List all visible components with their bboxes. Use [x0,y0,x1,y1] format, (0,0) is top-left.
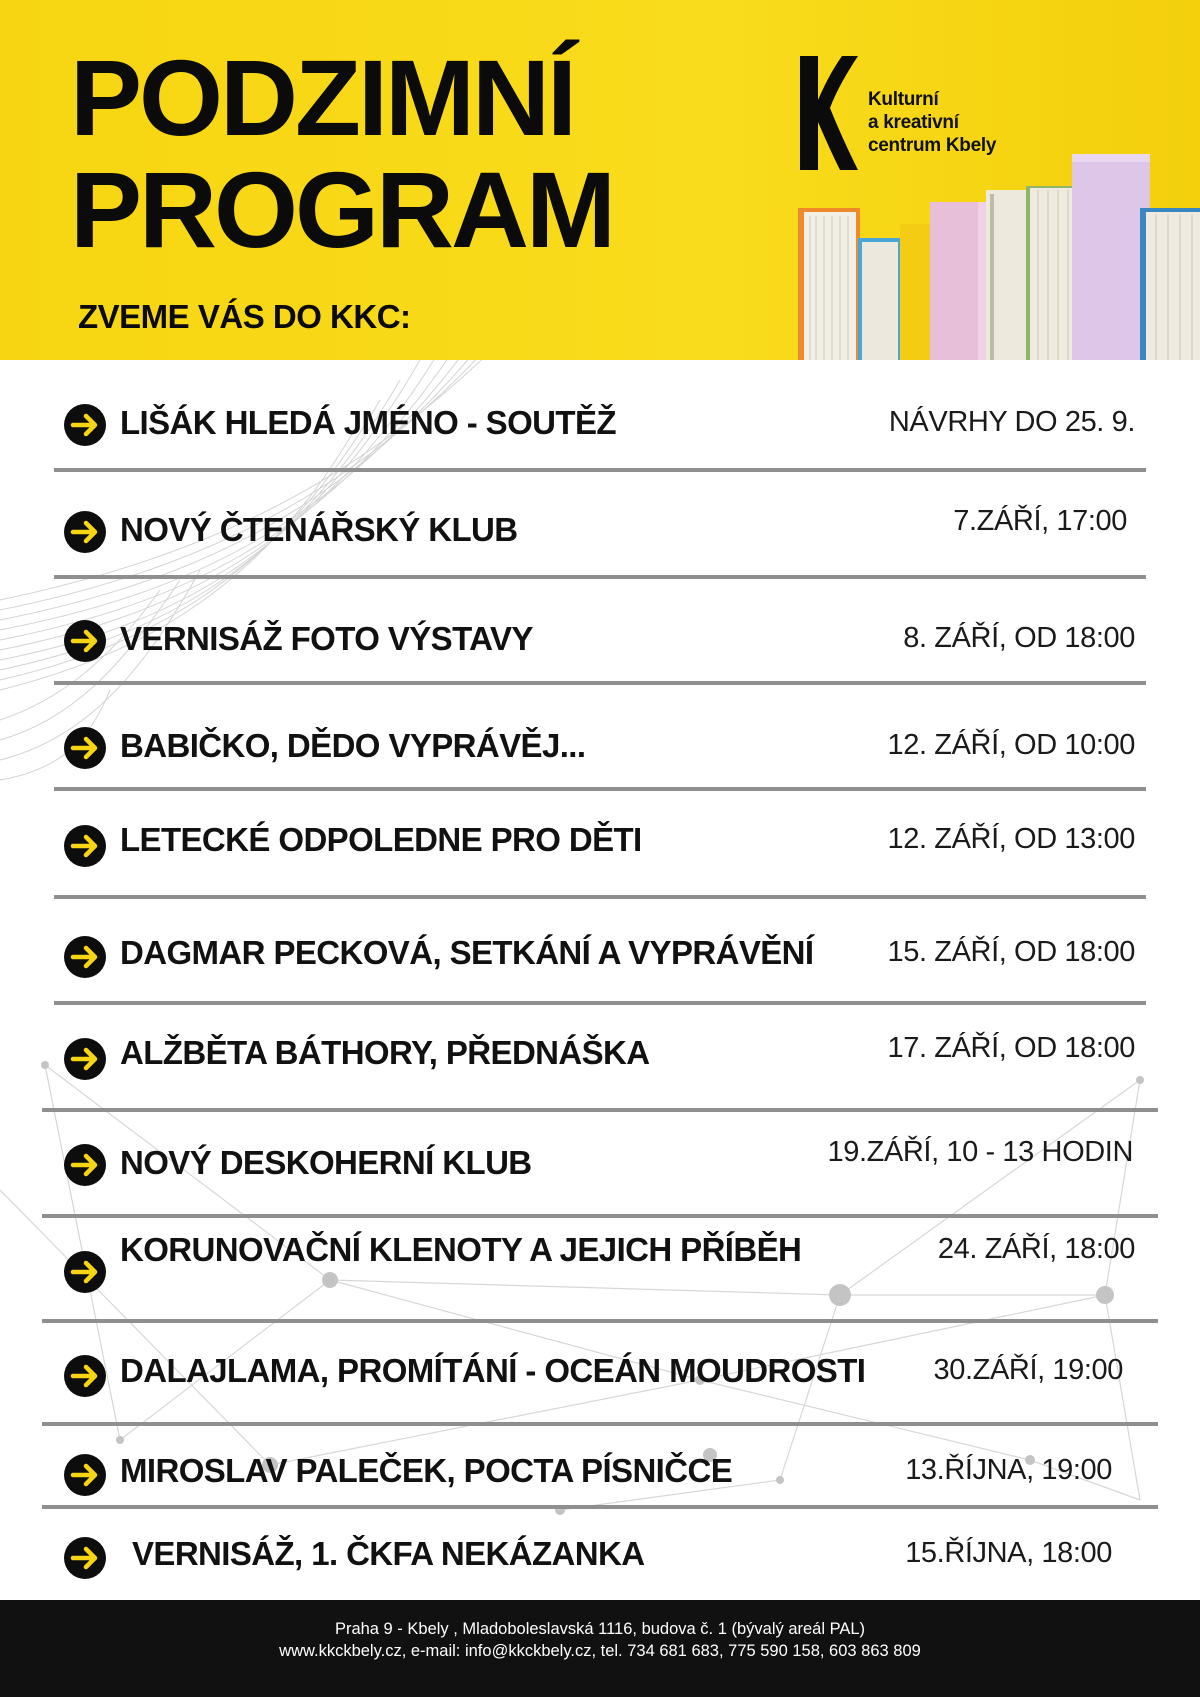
event-item [0,1207,1200,1307]
event-date: 30.ZÁŘÍ, 19:00 [933,1354,1123,1386]
arrow-right-circle-icon [64,404,106,446]
arrow-right-circle-icon [64,620,106,662]
footer [0,1600,1200,1697]
event-item [0,1495,1200,1595]
title-line-2: PROGRAM [70,149,613,270]
event-item [0,467,1200,567]
event-item [0,1100,1200,1200]
event-name: DALAJLAMA, PROMÍTÁNÍ - OCEÁN MOUDROSTI [120,1352,866,1389]
event-item [0,892,1200,992]
arrow-right-circle-icon [64,1038,106,1080]
event-date: 12. ZÁŘÍ, OD 13:00 [887,823,1135,855]
event-date: NÁVRHY DO 25. 9. [888,406,1135,438]
event-item [0,683,1200,783]
page-title [70,37,613,270]
arrow-right-circle-icon [64,511,106,553]
event-name: KORUNOVAČNÍ KLENOTY A JEJICH PŘÍBĚH [120,1231,802,1268]
event-item [0,1310,1200,1410]
event-date: 19.ZÁŘÍ, 10 - 13 HODIN [827,1136,1133,1168]
event-date: 13.ŘÍJNA, 19:00 [905,1454,1112,1486]
arrow-right-circle-icon [64,1537,106,1579]
footer-contact: www.kkckbely.cz, e-mail: info@kkckbely.cz, tel. 734 681 683, 775 590 158, 603 863 809 [279,1642,921,1660]
books-illustration [790,150,1200,360]
arrow-right-circle-icon [64,1355,106,1397]
event-date: 7.ZÁŘÍ, 17:00 [953,505,1127,537]
arrow-right-circle-icon [64,1144,106,1186]
invitation-subtitle: ZVEME VÁS DO KKC: [78,298,411,335]
header-banner [0,0,1200,360]
arrow-right-circle-icon [64,727,106,769]
event-name: LETECKÉ ODPOLEDNE PRO DĚTI [120,821,642,858]
event-name: MIROSLAV PALEČEK, POCTA PÍSNIČCE [120,1452,733,1489]
footer-address: Praha 9 - Kbely , Mladoboleslavská 1116, budova č. 1 (bývalý areál PAL) [334,1620,866,1638]
logo-line-2: a kreativní [868,112,959,133]
arrow-right-circle-icon [64,825,106,867]
event-name: NOVÝ DESKOHERNÍ KLUB [120,1144,532,1181]
event-name: VERNISÁŽ, 1. ČKFA NEKÁZANKA [132,1535,645,1572]
event-name: ALŽBĚTA BÁTHORY, PŘEDNÁŠKA [120,1034,650,1071]
program-list [0,360,1200,1600]
event-item [0,992,1200,1092]
event-item [0,783,1200,883]
event-date: 17. ZÁŘÍ, OD 18:00 [887,1032,1135,1064]
logo-line-1: Kulturní [868,89,939,110]
event-date: 15.ŘÍJNA, 18:00 [905,1537,1112,1569]
event-date: 24. ZÁŘÍ, 18:00 [937,1233,1135,1265]
logo-text [868,88,996,157]
logo-line-3: centrum Kbely [868,135,997,156]
event-item [0,576,1200,676]
event-name: VERNISÁŽ FOTO VÝSTAVY [120,620,533,657]
event-name: LIŠÁK HLEDÁ JMÉNO - SOUTĚŽ [120,404,616,441]
event-name: NOVÝ ČTENÁŘSKÝ KLUB [120,511,518,548]
title-line-1: PODZIMNÍ [70,37,574,158]
event-date: 15. ZÁŘÍ, OD 18:00 [887,936,1135,968]
event-date: 12. ZÁŘÍ, OD 10:00 [887,729,1135,761]
event-name: BABIČKO, DĚDO VYPRÁVĚJ... [120,727,586,764]
event-name: DAGMAR PECKOVÁ, SETKÁNÍ A VYPRÁVĚNÍ [120,934,814,971]
arrow-right-circle-icon [64,1251,106,1293]
event-date: 8. ZÁŘÍ, OD 18:00 [903,622,1135,654]
event-item [0,360,1200,460]
arrow-right-circle-icon [64,1454,106,1496]
arrow-right-circle-icon [64,936,106,978]
